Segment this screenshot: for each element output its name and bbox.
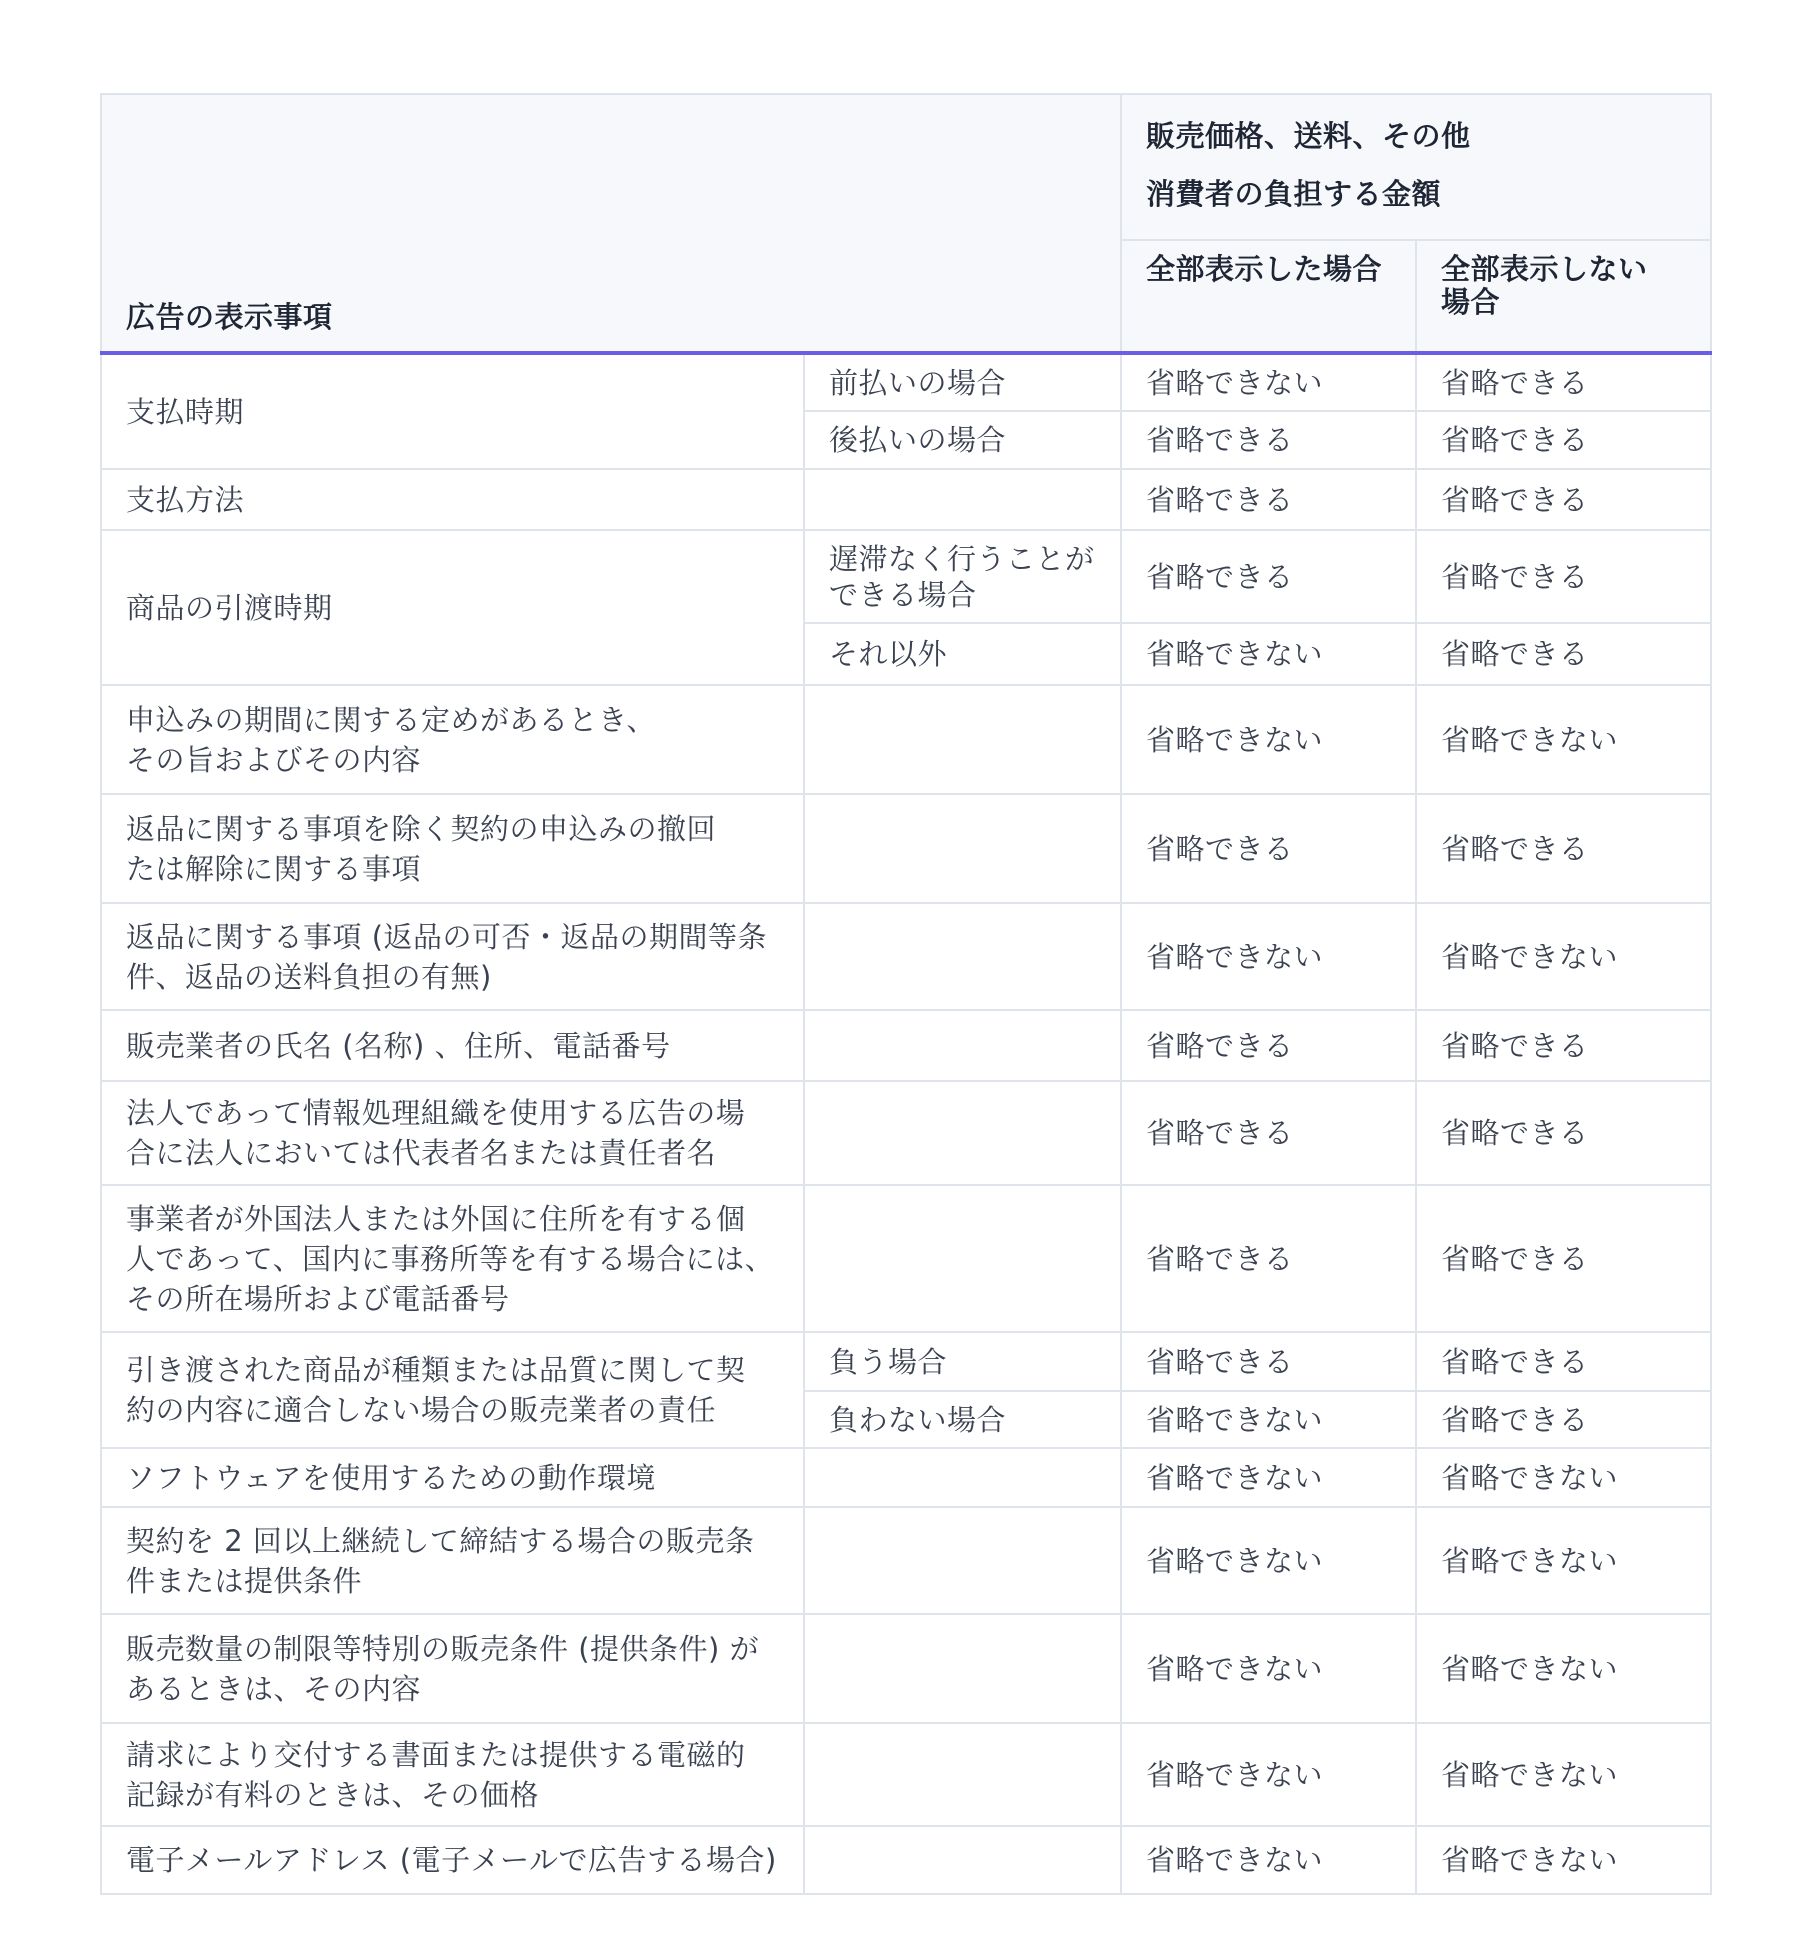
- row-not-all-shown: 省略できる: [1416, 623, 1711, 685]
- row-not-all-shown: 省略できない: [1416, 1723, 1711, 1826]
- row-all-shown: 省略できない: [1121, 623, 1416, 685]
- table-row: [101, 685, 1711, 794]
- row-all-shown: 省略できない: [1121, 353, 1416, 411]
- row-item-line2: 件、返品の送料負担の有無): [126, 959, 492, 994]
- row-not-all-shown: 省略できない: [1416, 1507, 1711, 1614]
- row-item: [101, 1614, 804, 1723]
- row-all-shown: 省略できない: [1121, 1614, 1416, 1723]
- row-condition: [804, 1185, 1121, 1332]
- row-condition: [804, 469, 1121, 530]
- row-item-line2: あるときは、その内容: [126, 1671, 422, 1706]
- row-item-line2: 人であって、国内に事務所等を有する場合には、: [126, 1241, 775, 1276]
- table-row: [101, 1185, 1711, 1332]
- header-price-group: [1121, 94, 1711, 240]
- table-header: [101, 94, 1711, 353]
- display-items-table: [100, 93, 1712, 1895]
- row-condition: [804, 1448, 1121, 1507]
- row-not-all-shown: 省略できる: [1416, 1185, 1711, 1332]
- row-not-all-shown: 省略できない: [1416, 903, 1711, 1010]
- row-condition: 負わない場合: [804, 1391, 1121, 1448]
- row-not-all-shown: 省略できない: [1416, 685, 1711, 794]
- row-item-line1: 引き渡された商品が種類または品質に関して契: [126, 1353, 746, 1387]
- row-condition: [804, 794, 1121, 903]
- header-price-group-line1: 販売価格、送料、その他: [1146, 119, 1471, 153]
- row-item-line1: 事業者が外国法人または外国に住所を有する個: [126, 1201, 746, 1236]
- table-row: [101, 794, 1711, 903]
- row-condition: [804, 1723, 1121, 1826]
- display-items-table-wrapper: [100, 93, 1710, 1895]
- header-display-item: 広告の表示事項: [101, 94, 1121, 353]
- table-row: [101, 1614, 1711, 1723]
- row-not-all-shown: 省略できない: [1416, 1448, 1711, 1507]
- table-row: [101, 353, 1711, 411]
- row-all-shown: 省略できない: [1121, 1723, 1416, 1826]
- row-condition: [804, 1507, 1121, 1614]
- header-all-shown: 全部表示した場合: [1121, 240, 1416, 353]
- row-item-line1: 販売数量の制限等特別の販売条件 (提供条件) が: [126, 1631, 760, 1666]
- row-item: [101, 794, 804, 903]
- row-condition: 後払いの場合: [804, 411, 1121, 469]
- row-item-line1: 法人であって情報処理組織を使用する広告の場: [126, 1096, 746, 1130]
- row-all-shown: 省略できない: [1121, 1448, 1416, 1507]
- row-condition: [804, 903, 1121, 1010]
- row-item: [101, 1723, 804, 1826]
- row-not-all-shown: 省略できる: [1416, 1010, 1711, 1081]
- row-item: [101, 1081, 804, 1185]
- table-row: [101, 1723, 1711, 1826]
- header-not-all-shown: [1416, 240, 1711, 353]
- row-all-shown: 省略できる: [1121, 469, 1416, 530]
- table-row: [101, 903, 1711, 1010]
- row-condition: [804, 1614, 1121, 1723]
- table-row: [101, 530, 1711, 623]
- row-all-shown: 省略できない: [1121, 685, 1416, 794]
- row-not-all-shown: 省略できる: [1416, 469, 1711, 530]
- row-all-shown: 省略できる: [1121, 1081, 1416, 1185]
- row-item: [101, 685, 804, 794]
- table-row: [101, 469, 1711, 530]
- header-not-all-shown-line1: 全部表示しない: [1441, 252, 1648, 286]
- row-item-line2: 約の内容に適合しない場合の販売業者の責任: [126, 1393, 717, 1427]
- row-item: 支払時期: [101, 353, 804, 469]
- row-item: 商品の引渡時期: [101, 530, 804, 685]
- row-condition: [804, 530, 1121, 623]
- table-row: [101, 1826, 1711, 1894]
- row-all-shown: 省略できない: [1121, 1826, 1416, 1894]
- table-row: [101, 1448, 1711, 1507]
- row-not-all-shown: 省略できる: [1416, 794, 1711, 903]
- row-not-all-shown: 省略できる: [1416, 353, 1711, 411]
- row-item: 支払方法: [101, 469, 804, 530]
- table-row: [101, 1332, 1711, 1391]
- row-item-line2: 件または提供条件: [126, 1563, 363, 1598]
- row-condition: [804, 685, 1121, 794]
- row-condition: それ以外: [804, 623, 1121, 685]
- row-item: 販売業者の氏名 (名称) 、住所、電話番号: [101, 1010, 804, 1081]
- row-not-all-shown: 省略できる: [1416, 1391, 1711, 1448]
- row-not-all-shown: 省略できる: [1416, 1081, 1711, 1185]
- row-item: [101, 903, 804, 1010]
- header-not-all-shown-line2: 場合: [1441, 285, 1501, 319]
- row-item: 電子メールアドレス (電子メールで広告する場合): [101, 1826, 804, 1894]
- row-item: [101, 1332, 804, 1448]
- row-all-shown: 省略できる: [1121, 411, 1416, 469]
- row-not-all-shown: 省略できる: [1416, 411, 1711, 469]
- table-row: [101, 1507, 1711, 1614]
- row-all-shown: 省略できる: [1121, 1332, 1416, 1391]
- row-condition: [804, 1826, 1121, 1894]
- row-all-shown: 省略できない: [1121, 1391, 1416, 1448]
- row-all-shown: 省略できる: [1121, 794, 1416, 903]
- row-condition: [804, 1010, 1121, 1081]
- table-row: [101, 1081, 1711, 1185]
- row-item-line1: 返品に関する事項を除く契約の申込みの撤回: [126, 811, 717, 846]
- row-item: [101, 1507, 804, 1614]
- row-all-shown: 省略できる: [1121, 1010, 1416, 1081]
- row-item-line1: 請求により交付する書面または提供する電磁的: [126, 1737, 746, 1772]
- table-row: [101, 1010, 1711, 1081]
- row-not-all-shown: 省略できる: [1416, 1332, 1711, 1391]
- header-price-group-line2: 消費者の負担する金額: [1146, 177, 1442, 211]
- table-body: [101, 353, 1711, 1894]
- row-item: ソフトウェアを使用するための動作環境: [101, 1448, 804, 1507]
- row-item-line2: 合に法人においては代表者名または責任者名: [126, 1136, 717, 1170]
- row-item-line1: 契約を 2 回以上継続して締結する場合の販売条: [126, 1523, 755, 1558]
- row-item-line2: その旨およびその内容: [126, 742, 422, 777]
- row-item: [101, 1185, 804, 1332]
- row-not-all-shown: 省略できる: [1416, 530, 1711, 623]
- row-not-all-shown: 省略できない: [1416, 1826, 1711, 1894]
- row-all-shown: 省略できる: [1121, 530, 1416, 623]
- row-condition: 前払いの場合: [804, 353, 1121, 411]
- row-all-shown: 省略できる: [1121, 1185, 1416, 1332]
- row-item-line2: 記録が有料のときは、その価格: [126, 1777, 540, 1812]
- row-item-line3: その所在場所および電話番号: [126, 1281, 510, 1316]
- row-not-all-shown: 省略できない: [1416, 1614, 1711, 1723]
- row-condition-line1: 遅滞なく行うことが: [829, 541, 1095, 576]
- row-item-line1: 返品に関する事項 (返品の可否・返品の期間等条: [126, 919, 768, 954]
- row-condition: 負う場合: [804, 1332, 1121, 1391]
- row-condition-line2: できる場合: [829, 577, 977, 612]
- row-item-line2: たは解除に関する事項: [126, 851, 422, 886]
- row-condition: [804, 1081, 1121, 1185]
- row-all-shown: 省略できない: [1121, 1507, 1416, 1614]
- row-all-shown: 省略できない: [1121, 903, 1416, 1010]
- row-item-line1: 申込みの期間に関する定めがあるとき、: [126, 702, 656, 737]
